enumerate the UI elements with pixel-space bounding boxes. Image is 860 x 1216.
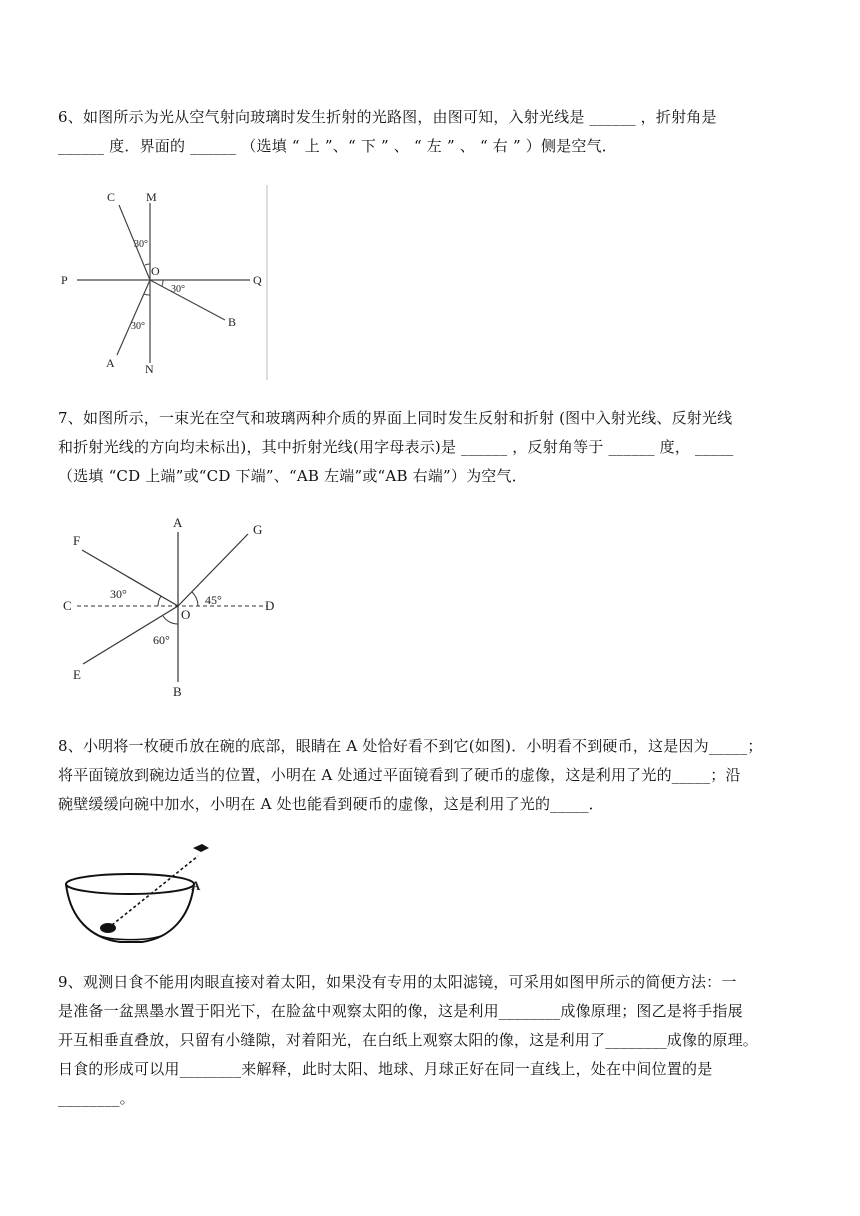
angle-bottom: 60° — [153, 633, 170, 647]
angle-bottom: 30° — [131, 321, 145, 332]
reflection-refraction-diagram-q7 — [55, 512, 295, 702]
label-O: O — [181, 607, 191, 622]
question-9-line-4: 日食的形成可以用________来解释，此时太阳、地球、月球正好在同一直线上，处在中间位置的是 — [58, 1060, 713, 1078]
label-N: N — [145, 362, 154, 376]
angle-top: 30° — [134, 239, 148, 250]
label-G: G — [253, 522, 263, 537]
question-6 — [58, 103, 808, 161]
question-6-line-1: 6、如图所示为光从空气射向玻璃时发生折射的光路图，由图可知，入射光线是 ______ ，折射角是 — [58, 108, 717, 126]
question-7 — [58, 404, 808, 491]
label-A: A — [106, 356, 115, 370]
bowl-coin-diagram-q8 — [60, 838, 220, 948]
eye-label-A: A — [191, 878, 201, 893]
question-9-line-1: 9、观测日食不能用肉眼直接对着太阳，如果没有专用的太阳滤镜，可采用如图甲所示的简便方法：一 — [58, 973, 737, 991]
label-C: C — [107, 190, 116, 204]
question-7-line-2: 和折射光线的方向均未标出)，其中折射光线(用字母表示)是 ______ ，反射角等于 ______ 度， _____ — [58, 438, 734, 456]
question-8-line-3: 碗壁缓缓向碗中加水，小明在 A 处也能看到硬币的虚像，这是利用了光的_____． — [58, 795, 604, 813]
question-8-line-1: 8、小明将一枚硬币放在碗的底部，眼睛在 A 处恰好看不到它(如图)．小明看不到硬币，这是因为_____； — [58, 737, 763, 755]
label-Q: Q — [253, 273, 262, 287]
question-9-line-2: 是准备一盆黑墨水置于阳光下，在脸盆中观察太阳的像，这是利用________成像原理；图乙是将手指展 — [58, 1002, 743, 1020]
question-9-line-5: ________。 — [58, 1089, 135, 1107]
label-B: B — [173, 684, 182, 699]
label-F: F — [73, 533, 81, 548]
label-D: D — [265, 598, 275, 613]
question-8 — [58, 732, 808, 819]
angle-left: 30° — [110, 587, 127, 601]
question-9-line-3: 开互相垂直叠放，只留有小缝隙，对着阳光，在白纸上观察太阳的像，这是利用了________成像的原理。 — [58, 1031, 759, 1049]
label-M: M — [146, 190, 157, 204]
label-E: E — [73, 667, 81, 682]
question-6-line-2: ______ 度．界面的 ______ （选填 “ 上 ”、“ 下 ” 、 “ 左 ” 、 “ 右 ” ）侧是空气． — [58, 137, 618, 155]
label-C: C — [63, 598, 72, 613]
angle-right: 45° — [205, 593, 222, 607]
label-O: O — [151, 264, 160, 278]
question-7-line-3: （选填 “CD 上端”或“CD 下端”、“AB 左端”或“AB 右端”）为空气． — [58, 467, 527, 485]
label-A: A — [173, 515, 183, 530]
label-P: P — [61, 273, 68, 287]
question-8-line-2: 将平面镜放到碗边适当的位置，小明在 A 处通过平面镜看到了硬币的虚像，这是利用了光的_____；沿 — [58, 766, 741, 784]
refraction-diagram-q6 — [55, 185, 275, 380]
question-9 — [58, 968, 808, 1113]
angle-right: 30° — [171, 284, 185, 295]
label-B: B — [228, 315, 237, 329]
question-7-line-1: 7、如图所示，一束光在空气和玻璃两种介质的界面上同时发生反射和折射 (图中入射光线、反射光线 — [58, 409, 733, 427]
